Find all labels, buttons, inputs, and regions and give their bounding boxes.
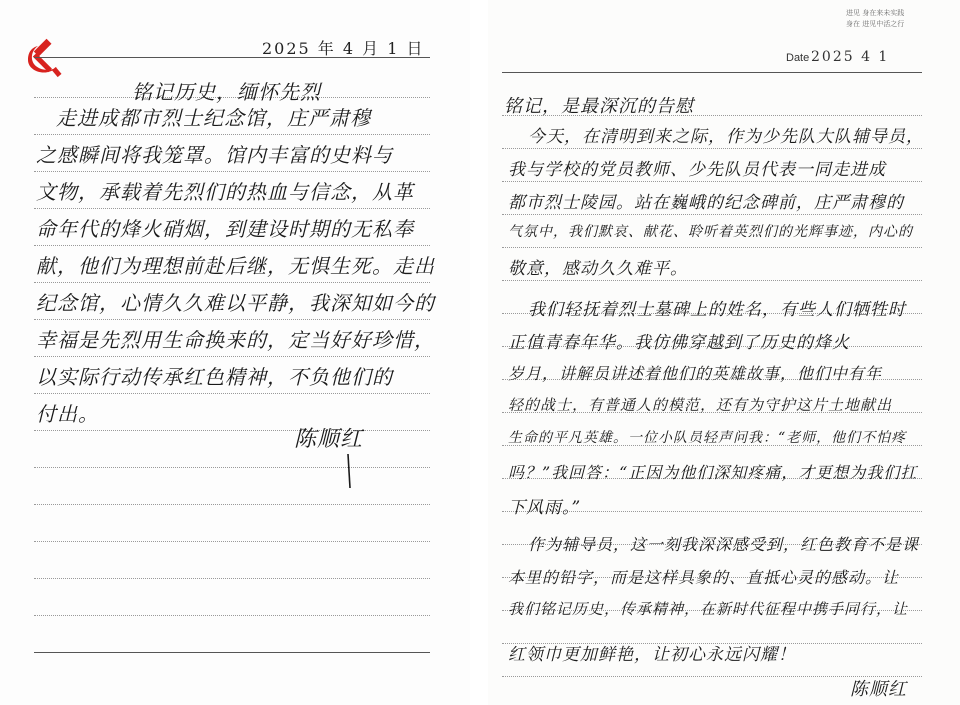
left-text-line: 文物，承载着先烈们的热血与信念，从革 <box>36 180 414 204</box>
ruled-line <box>502 72 922 73</box>
left-text-line: 幸福是先烈用生命换来的，定当好好珍惜， <box>36 328 435 352</box>
stamp-text: 进见 身在来未实践 身在 进见中活之行 <box>846 9 905 28</box>
ruled-line <box>34 208 430 209</box>
ruled-line <box>502 280 922 281</box>
right-signature: 陈顺红 <box>850 679 907 700</box>
right-text-line: 红领巾更加鲜艳，让初心永远闪耀！ <box>508 645 796 665</box>
right-text-line: 今天，在清明到来之际，作为少先队大队辅导员， <box>528 127 924 147</box>
right-text-line: 气氛中，我们默哀、献花、聆听着英烈们的光辉事迹，内心的 <box>508 224 913 240</box>
ruled-line <box>502 247 922 248</box>
right-text-line: 作为辅导员，这一刻我深深感受到，红色教育不是课 <box>528 535 920 554</box>
left-page-date: 2025 年 4 月 1 日 <box>262 39 425 58</box>
right-text-line: 铭记，是最深沉的告慰 <box>504 96 694 117</box>
notebook-header-stamp <box>846 8 956 42</box>
hammer-and-sickle-emblem-icon <box>20 38 66 78</box>
right-text-line: 下风雨。” <box>508 498 582 518</box>
right-text-line: 敬意，感动久久难平。 <box>508 259 688 279</box>
right-text-line: 我们轻抚着烈士墓碑上的姓名，有些人们牺牲时 <box>528 300 906 320</box>
right-notebook-page <box>488 0 960 705</box>
ruled-line <box>34 134 430 135</box>
right-page-date: 2025 4 1 <box>811 49 890 65</box>
right-text-line: 岁月，讲解员讲述着他们的英雄故事，他们中有年 <box>508 364 883 383</box>
ruled-line <box>34 57 430 58</box>
right-text-line: 正值青春年华。我仿佛穿越到了历史的烽火 <box>508 333 850 353</box>
left-text-line: 走进成都市烈士纪念馆，庄严肃穆 <box>56 106 371 130</box>
right-text-line: 生命的平凡英雄。一位小队员轻声问我：“老师，他们不怕疼 <box>508 430 907 446</box>
right-text-line: 吗？”我回答：“正因为他们深知疼痛，才更想为我们扛 <box>508 463 918 482</box>
right-text-line: 我与学校的党员教师、少先队员代表一同走进成 <box>508 160 886 180</box>
ruled-line <box>34 393 430 394</box>
left-page-title: 铭记历史，缅怀先烈 <box>132 80 321 104</box>
ruled-line <box>34 615 430 616</box>
left-text-line: 命年代的烽火硝烟，到建设时期的无私奉 <box>36 217 414 241</box>
left-text-line: 付出。 <box>36 402 99 426</box>
left-text-line: 献，他们为理想前赴后继，无惧生死。走出 <box>36 254 435 278</box>
left-text-line: 之感瞬间将我笼罩。馆内丰富的史料与 <box>36 143 393 167</box>
ruled-line <box>502 214 922 215</box>
right-text-line: 轻的战士，有普通人的模范，还有为守护这片土地献出 <box>508 396 893 414</box>
left-signature: 陈顺红 <box>294 427 364 452</box>
ruled-line <box>34 282 430 283</box>
ruled-line <box>34 430 430 431</box>
ruled-line <box>34 578 430 579</box>
right-text-line: 都市烈士陵园。站在巍峨的纪念碑前，庄严肃穆的 <box>508 193 904 213</box>
ruled-line <box>34 245 430 246</box>
left-notebook-page <box>0 0 470 705</box>
right-text-line: 我们铭记历史，传承精神，在新时代征程中携手同行，让 <box>508 600 909 618</box>
left-text-line: 以实际行动传承红色精神，不负他们的 <box>36 365 393 389</box>
ruled-line <box>34 504 430 505</box>
left-text-line: 纪念馆，心情久久难以平静，我深知如今的 <box>36 291 435 315</box>
ruled-line <box>34 171 430 172</box>
ruled-line <box>502 148 922 149</box>
ruled-line <box>34 319 430 320</box>
ruled-line <box>34 356 430 357</box>
right-text-line: 本里的铅字，而是这样具象的、直抵心灵的感动。让 <box>508 568 900 587</box>
ruled-line <box>34 541 430 542</box>
signature-flourish <box>340 452 390 492</box>
ruled-line <box>34 652 430 653</box>
page-gap <box>470 0 488 705</box>
date-label: Date <box>786 52 810 64</box>
ruled-line <box>502 181 922 182</box>
